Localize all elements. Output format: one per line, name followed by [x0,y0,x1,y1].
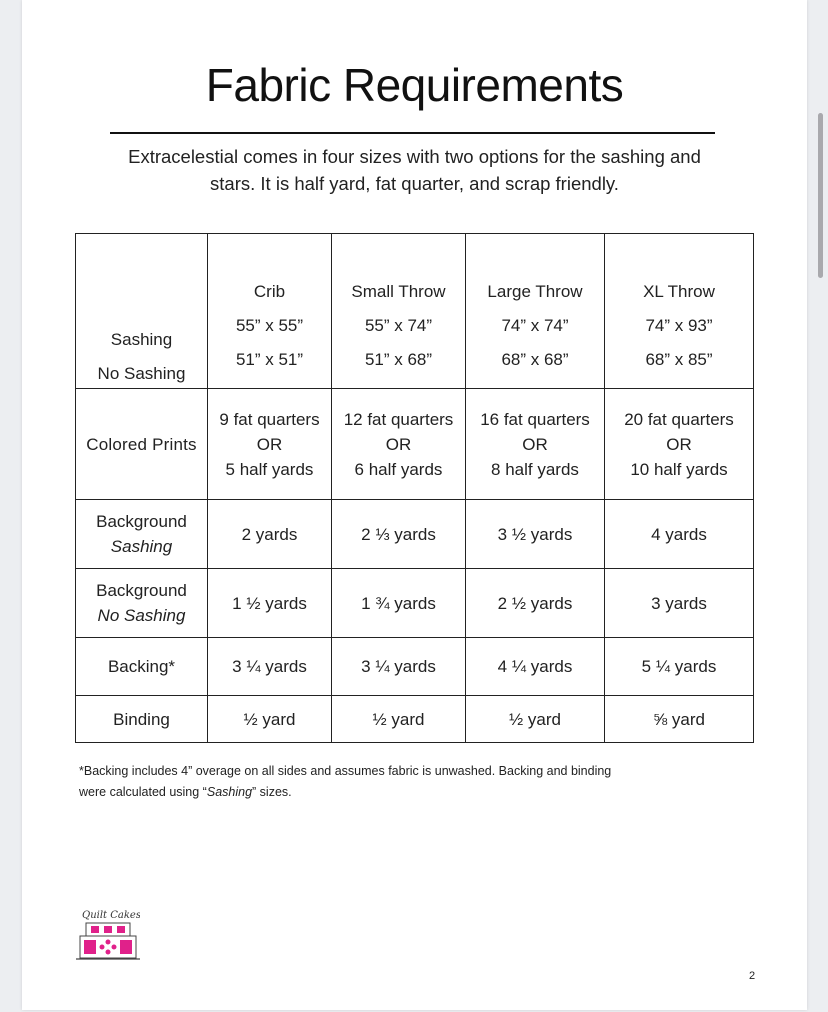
table-cell: 2 ½ yards [466,569,605,638]
column-header-crib [208,234,332,389]
logo-script-text: Quilt Cakes [82,910,140,921]
table-cell: ½ yard [208,696,332,743]
row-label-main: Background [96,512,187,531]
sashing-size: 74” x 93” [645,316,713,335]
no-sashing-size: 51” x 68” [364,350,433,369]
table-cell: 2 ⅓ yards [332,500,466,569]
cell-line: OR [256,434,283,454]
table-cell [605,389,754,500]
no-sashing-size: 68” x 85” [645,350,713,369]
row-label-main: Background [96,581,187,600]
cell-line: 20 fat quarters [624,409,734,429]
table-cell [208,389,332,500]
sashing-size: 74” x 74” [501,316,569,335]
table-cell: 5 ¼ yards [605,638,754,696]
size-label-sashing: Sashing [110,330,173,349]
row-label: Backing* [76,638,208,696]
column-name: XL Throw [643,282,715,301]
intro-paragraph [82,143,747,197]
row-label [76,500,208,569]
table-cell: ⅝ yard [605,696,754,743]
table-cell: 3 ½ yards [466,500,605,569]
cell-line: OR [666,434,692,454]
row-label: Binding [76,696,208,743]
cell-line: 10 half yards [630,459,728,479]
row-label [76,569,208,638]
cell-line: 8 half yards [491,459,579,479]
table-cell: 1 ½ yards [208,569,332,638]
cell-line: 16 fat quarters [480,409,590,429]
no-sashing-size: 68” x 68” [501,350,569,369]
table-row-background-sashing [76,500,754,569]
column-name: Large Throw [487,282,583,301]
table-row-background-no-sashing [76,569,754,638]
table-cell: 3 ¼ yards [208,638,332,696]
intro-line-2: stars. It is half yard, fat quarter, and scrap friendly. [210,173,619,194]
fabric-requirements-table [75,233,754,743]
quilt-cakes-logo [76,905,140,961]
cell-line: 9 fat quarters [219,409,320,429]
column-header-small-throw [332,234,466,389]
sashing-size: 55” x 55” [235,316,304,335]
table-header-row [76,234,754,389]
document-page [22,0,807,1010]
table-cell: 3 ¼ yards [332,638,466,696]
table-cell [466,389,605,500]
footnote-text: were calculated using “ [79,785,207,799]
page-number: 2 [749,970,756,982]
row-label: Colored Prints [76,389,208,500]
no-sashing-size: 51” x 51” [235,350,304,369]
table-cell: 1 ¾ yards [332,569,466,638]
cell-line: 12 fat quarters [343,409,454,429]
page-title: Fabric Requirements [205,59,624,111]
vertical-scrollbar[interactable] [818,113,823,278]
footnote-line-1: *Backing includes 4” overage on all sides and assumes fabric is unwashed. Backing and binding [79,764,612,778]
footnote [79,761,719,803]
table-cell: 2 yards [208,500,332,569]
size-label-no-sashing: No Sashing [97,364,186,383]
sashing-size: 55” x 74” [364,316,433,335]
title-underline [110,132,715,134]
footnote-emphasis: Sashing [206,785,253,799]
column-header-large-throw [466,234,605,389]
table-cell: 4 yards [605,500,754,569]
column-name: Small Throw [351,282,446,301]
cell-line: 6 half yards [354,459,443,479]
table-cell: 4 ¼ yards [466,638,605,696]
table-row-backing [76,638,754,696]
cell-line: OR [385,434,412,454]
cake-logo-icon [76,905,140,961]
table-row-binding [76,696,754,743]
table-cell [332,389,466,500]
table-cell: ½ yard [466,696,605,743]
column-header-xl-throw [605,234,754,389]
row-label-sub: Sashing [110,537,173,556]
table-cell: 3 yards [605,569,754,638]
footnote-text: ” sizes. [252,785,292,799]
cell-line: OR [522,434,548,454]
row-label-sub: No Sashing [97,606,186,625]
size-labels-cell [76,234,208,389]
cell-line: 5 half yards [225,459,314,479]
intro-line-1: Extracelestial comes in four sizes with two options for the sashing and [128,146,701,167]
footnote-line-2 [79,782,719,803]
column-name: Crib [253,282,286,301]
table-cell: ½ yard [332,696,466,743]
table-row-colored-prints [76,389,754,500]
